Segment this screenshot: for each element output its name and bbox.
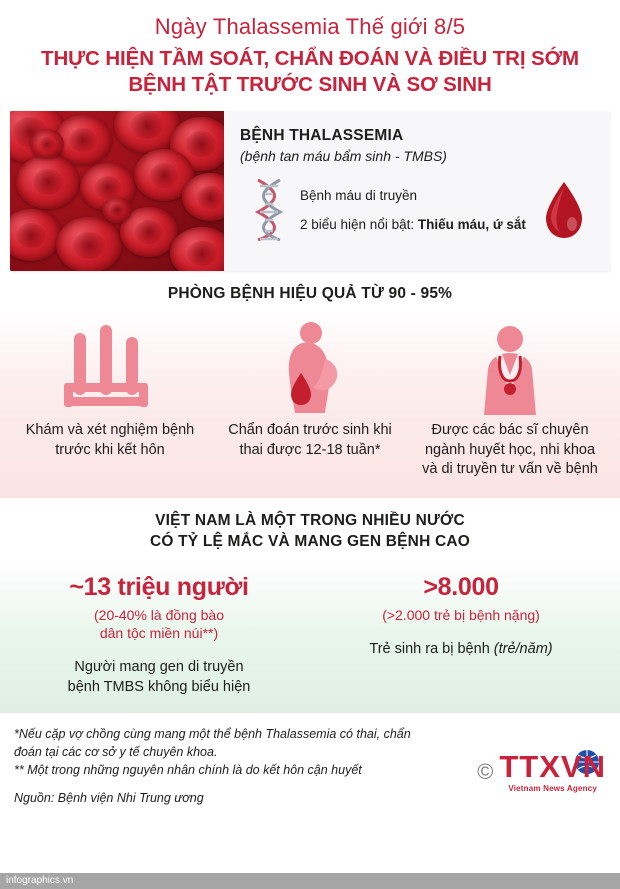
prevention-item-screening [10,319,210,479]
vietnam-stats-title [0,510,620,553]
stat-note-line1: (20-40% là đồng bào [94,606,224,623]
stat-description-line1: Người mang gen di truyền [74,659,244,676]
stat-note [320,606,602,624]
disease-title: BỆNH THALASSEMIA [240,127,404,145]
day-title: Ngày Thalassemia Thế giới 8/5 [154,14,466,39]
page-title-line2: BỆNH TẬT TRƯỚC SINH VÀ SƠ SINH [128,72,492,96]
source-note: Nguồn: Bệnh viện Nhi Trung ương [14,791,204,806]
stat-note [18,606,300,642]
disease-subtitle: (bệnh tan máu bẩm sinh - TMBS) [240,148,447,165]
prevention-item-caption: Được các bác sĩ chuyên ngành huyết học, nhi khoa và di truyền tư vấn về bệnh [422,422,598,478]
header [0,0,620,107]
doctor-icon [416,319,604,415]
prevention-columns [0,311,620,497]
disease-fact-1: Bệnh máu di truyền [300,188,418,204]
ttxvn-subtitle: Vietnam News Agency [508,784,598,794]
prevention-item-caption: Chẩn đoán trước sinh khi thai được 12-18 tuần* [228,422,392,458]
vietnam-stats-title-line1: VIỆT NAM LÀ MỘT TRONG NHIỀU NƯỚC [155,511,465,529]
agency-logo [477,751,606,793]
copyright-icon: © [477,759,494,785]
ttxvn-logo [499,751,606,793]
blood-drop-icon [532,180,596,240]
watermark-bar: infographics.vn [0,873,620,889]
footnote-2: ** Một trong những nguyên nhân chính là do kết hôn cận huyết [14,763,362,778]
disease-card [10,111,610,271]
disease-text [224,111,610,271]
disease-details [240,178,596,242]
red-blood-cells-photo [10,111,224,271]
disease-section [10,111,610,271]
prevention-item-caption: Khám và xét nghiệm bệnh trước khi kết hôn [25,422,195,458]
ttxvn-letters: TTXVN [499,749,606,785]
stat-carriers [8,573,310,697]
page-title-line1: THỰC HIỆN TẦM SOÁT, CHẨN ĐOÁN VÀ ĐIỀU TRỊ SỚM [41,47,579,70]
footnotes [14,725,606,809]
disease-fact-2 [300,217,532,232]
stat-description-line1: Trẻ sinh ra bị bệnh [369,641,494,658]
stat-note-line2: dân tộc miền núi**) [99,625,219,642]
stat-description [320,640,602,659]
stat-description-line2: bệnh TMBS không biểu hiện [67,678,251,695]
stat-newborns [310,573,612,697]
page-title [16,46,604,97]
stat-description [18,658,300,697]
stat-note-line1: (>2.000 trẻ bị bệnh nặng) [382,606,540,623]
prevention-section [0,285,620,497]
disease-fact-2-prefix: 2 biểu hiện nổi bật: [300,217,418,233]
vietnam-stats-title-line2: CÓ TỶ LỆ MẮC VÀ MANG GEN BỆNH CAO [149,533,471,551]
test-tubes-icon [16,319,204,415]
stat-value: ~13 triệu người [69,572,249,601]
footnote-1: *Nếu cặp vợ chồng cùng mang một thể bệnh Thalassemia có thai, chẩn đoán tại các cơ sở y tế chuyên khoa. [14,727,411,760]
prevention-item-prenatal [210,319,410,479]
stat-description-italic: (trẻ/năm) [493,641,553,658]
pregnant-woman-icon [216,319,404,415]
disease-fact-2-bold: Thiếu máu, ứ sắt [417,217,526,233]
prevention-item-counselling [410,319,610,479]
disease-facts [298,188,532,232]
vietnam-stats-section [0,510,620,714]
dna-helix-icon [240,178,298,242]
prevention-title: PHÒNG BỆNH HIỆU QUẢ TỪ 90 - 95% [167,285,453,303]
stat-value: >8.000 [423,572,499,601]
vietnam-stats-columns [0,563,620,713]
